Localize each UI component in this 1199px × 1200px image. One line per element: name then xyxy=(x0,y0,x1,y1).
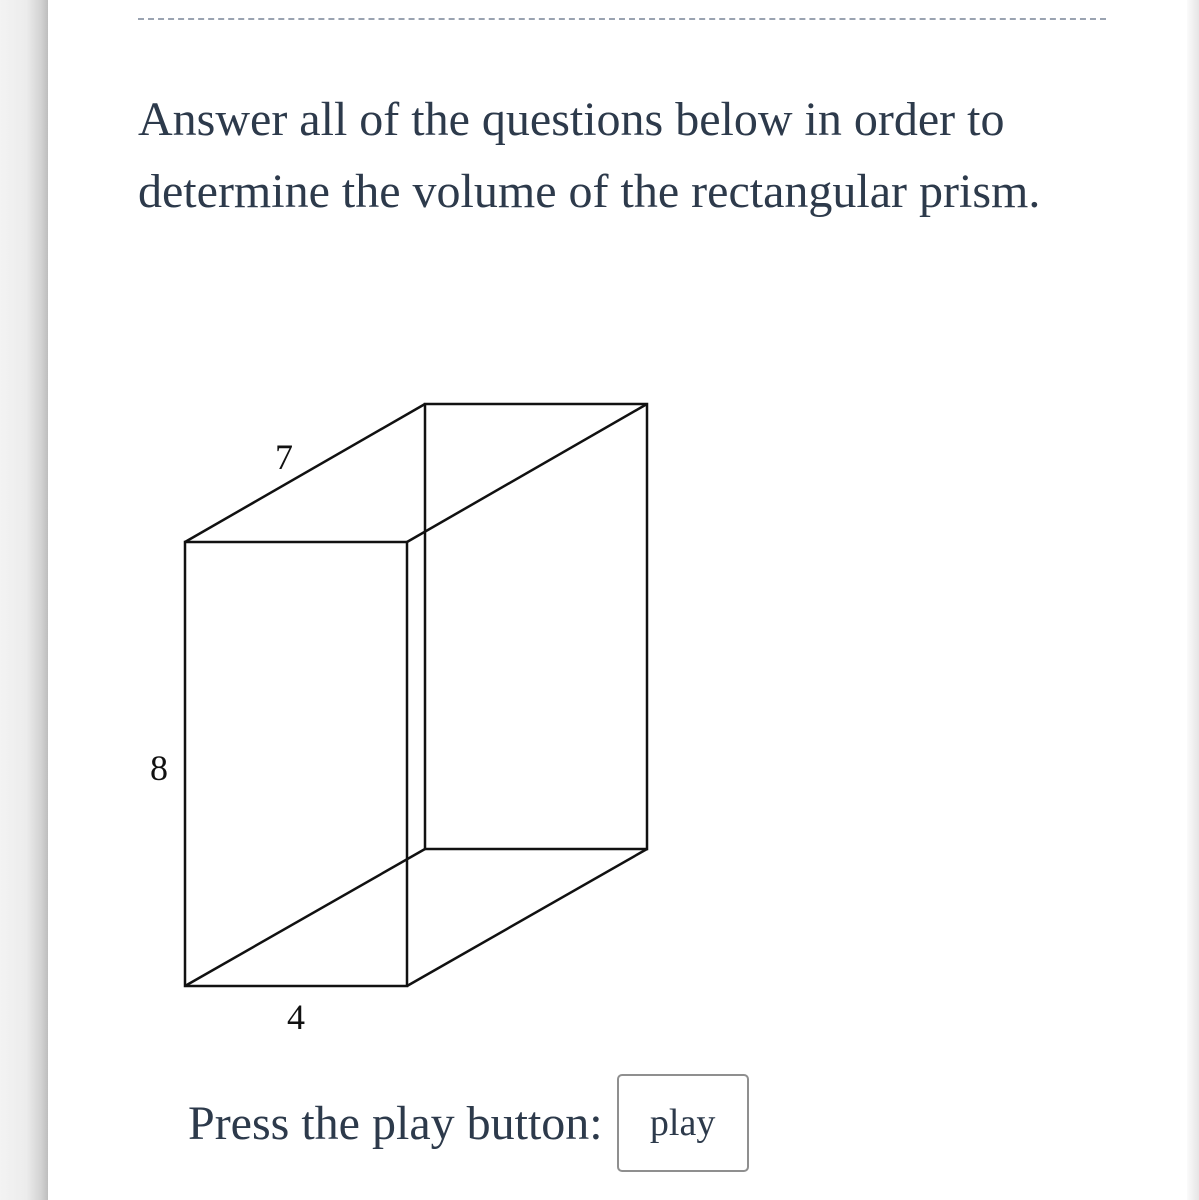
prism-edges xyxy=(185,404,647,986)
prism-back-face xyxy=(425,404,647,849)
rectangular-prism-figure xyxy=(138,390,698,1050)
play-row xyxy=(188,1074,749,1172)
depth-label: 7 xyxy=(275,437,293,477)
width-label: 4 xyxy=(287,997,305,1037)
content-card xyxy=(48,0,1187,1200)
height-label: 8 xyxy=(150,748,168,788)
question-instructions: Answer all of the questions below in order to determine the volume of the rectangular prism. xyxy=(138,93,1041,218)
prism-edge-bottom-right xyxy=(407,849,647,986)
prism-edge-bottom-left xyxy=(185,849,425,986)
prism-edge-top-right xyxy=(407,404,647,542)
prism-front-face xyxy=(185,542,407,986)
play-prompt: Press the play button: xyxy=(188,1096,603,1150)
rectangular-prism-diagram xyxy=(138,390,698,1050)
dashed-divider xyxy=(138,18,1106,20)
play-button[interactable]: play xyxy=(617,1074,749,1172)
prism-edge-top-left xyxy=(185,404,425,542)
left-shadow xyxy=(0,0,48,1200)
right-shadow xyxy=(1187,0,1199,1200)
